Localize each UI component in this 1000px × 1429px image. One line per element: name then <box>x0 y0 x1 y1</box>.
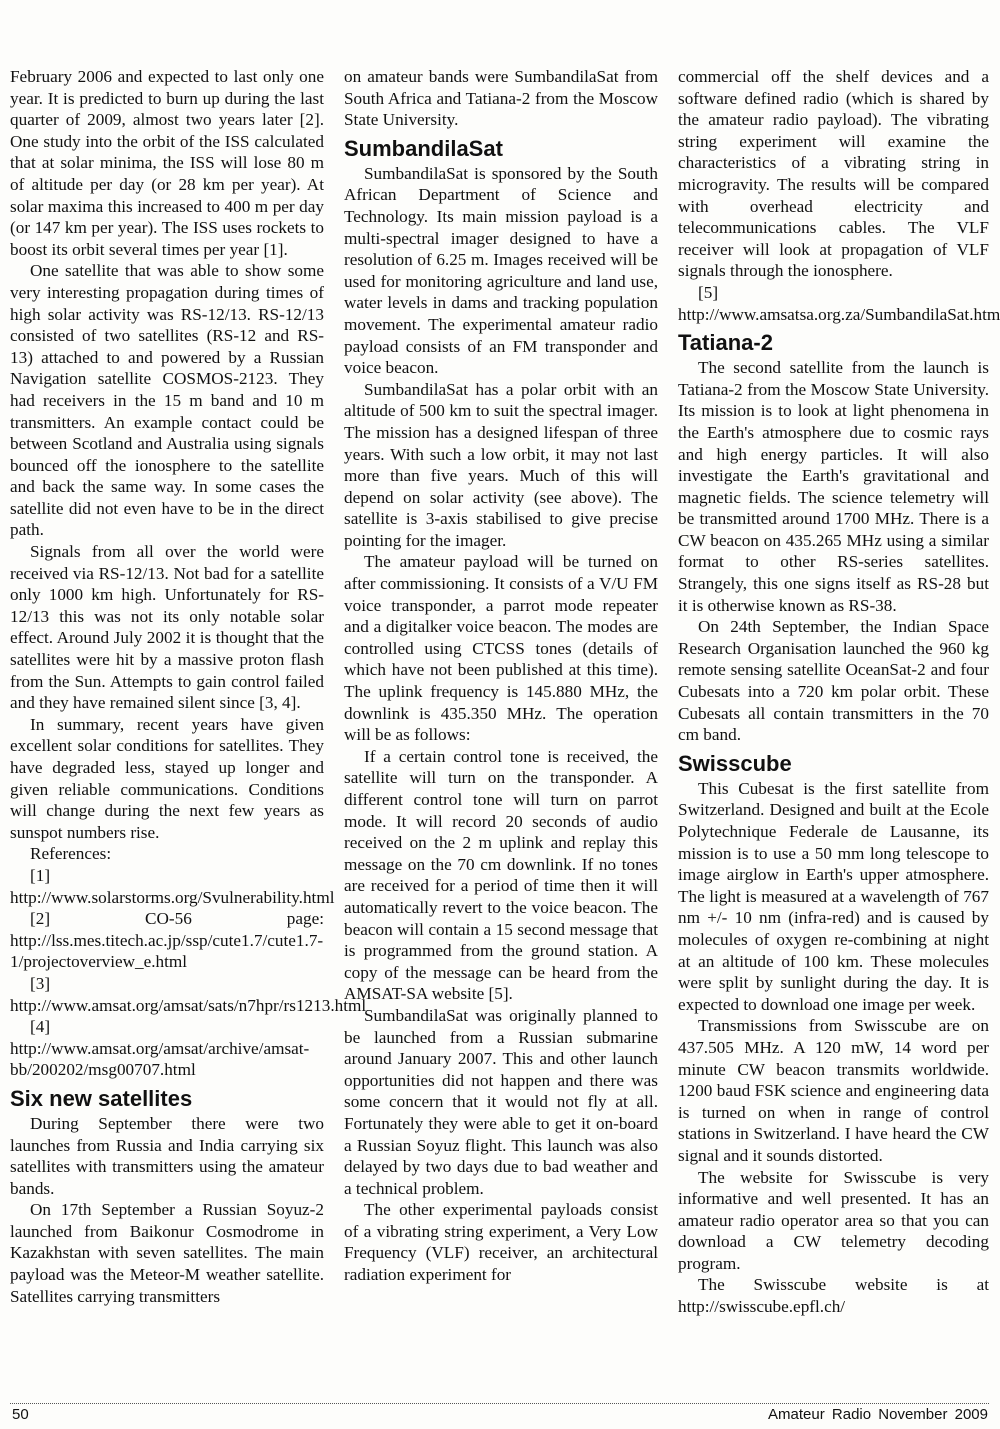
paragraph: Transmissions from Swisscube are on 437.505 MHz. A 120 mW, 14 word per minute CW beacon transmits worldwide. 1200 baud FSK science and engineering data is turned on when in range of control stations in Switzerland. I have heard the CW signal and it sounds distorted. <box>678 1016 989 1165</box>
paragraph: The Swisscube website is at http://swisscube.epfl.ch/ <box>678 1275 989 1317</box>
paragraph: SumbandilaSat is sponsored by the South African Department of Science and Technology. Its main mission payload is a multi-spectral imager designed to have a resolution of 6.25 m. Images received will be used for monitoring agriculture and land use, water levels in dams and tracking population movement. The experimental amateur radio payload consists of an FM transponder and voice beacon. <box>344 163 658 378</box>
heading-six-new-satellites: Six new satellites <box>10 1085 193 1111</box>
references-label: References: <box>30 844 112 864</box>
paragraph: SumbandilaSat has a polar orbit with an altitude of 500 km to suit the spectral imager. The mission has a designed lifespan of three years. With such a low orbit, it may not last more than five years. Much of this will depend on solar activity (see above). The satellite is 3-axis stabilised to give precise pointing for the imager. <box>344 379 658 550</box>
paragraph: This Cubesat is the first satellite from Switzerland. Designed and built at the Ecole Polytechnique Federale de Lausanne, its mission is to use a 50 mm long telescope to image airglow in Earth's upper atmosphere. The light is measured at a wavelength of 767 nm +/- 10 nm (infra-red) and is caused by molecules of oxygen re-combining at night at an altitude of 100 km. These molecules were split by sunlight during the day. It is expected to download one image per week. <box>678 778 989 1014</box>
footer-divider <box>10 1403 989 1404</box>
paragraph: On 17th September a Russian Soyuz-2 launched from Baikonur Cosmodrome in Kazakhstan with seven satellites. The main payload was the Meteor-M weather satellite. Satellites carrying transmitters <box>10 1200 324 1306</box>
reference-4: [4] http://www.amsat.org/amsat/archive/amsat-bb/200202/msg00707.html <box>10 1017 310 1080</box>
publication-line: Amateur Radio November 2009 <box>768 1406 988 1423</box>
reference-5: [5] http://www.amsatsa.org.za/SumbandilaSat.htm <box>678 282 1000 324</box>
paragraph: commercial off the shelf devices and a software defined radio (which is shared by the amateur radio payload). The vibrating string experiment will examine the characteristics of a vibrating string in microgravity. The results will be compared with overhead electricity and telecommunications cables. The VLF receiver will look at propagation of VLF signals through the ionosphere. <box>678 67 989 281</box>
reference-2: [2] CO-56 page: http://lss.mes.titech.ac.jp/ssp/cute1.7/cute1.7-1/projectoverview_e.html <box>10 909 324 972</box>
heading-tatiana-2: Tatiana-2 <box>678 330 773 356</box>
paragraph: During September there were two launches from Russia and India carrying six satellites with transmitters using the amateur bands. <box>10 1113 324 1198</box>
paragraph: The website for Swisscube is very informative and well presented. It has an amateur radio operator area so that you can download a CW telemetry decoding program. <box>678 1167 989 1273</box>
heading-swisscube: Swisscube <box>678 750 792 776</box>
paragraph: If a certain control tone is received, the satellite will turn on the transponder. A different control tone will turn on parrot mode. It will record 20 seconds of audio received on the 2 m uplink and replay this message on the 70 cm downlink. If no tones are received for a period of time then it will automatically revert to the voice beacon. The beacon will contain a 15 second message that is programmed from the ground station. A copy of the message can be heard from the AMSAT-SA website [5]. <box>344 746 658 1004</box>
column-1 <box>10 66 367 1307</box>
paragraph: In summary, recent years have given excellent solar conditions for satellites. They have degraded less, stayed up longer and given reliable communications. Conditions will change during the next few years as sunspot numbers rise. <box>10 714 324 842</box>
column-3 <box>678 66 1000 1318</box>
paragraph: The amateur payload will be turned on after commissioning. It consists of a V/U FM voice transponder, a parrot mode repeater and a digitalker voice beacon. The modes are controlled using CTCSS tones (details of which have not been published at this time). The uplink frequency is 145.880 MHz, the downlink is 435.350 MHz. The operation will be as follows: <box>344 552 658 745</box>
paragraph: on amateur bands were SumbandilaSat from South Africa and Tatiana-2 from the Moscow State University. <box>344 67 658 130</box>
paragraph: The second satellite from the launch is Tatiana-2 from the Moscow State University. Its mission is to look at light phenomena in the Earth's atmosphere due to cosmic rays and high energy particles. It will also investigate the Earth's gravitational and magnetic fields. The science telemetry will be transmitted around 1700 MHz. There is a CW beacon on 435.265 MHz using a similar format to other RS-series satellites. Strangely, this one signs itself as RS-28 but it is otherwise known as RS-38. <box>678 358 989 615</box>
paragraph: The other experimental payloads consist of a vibrating string experiment, a Very Low Frequency (VLF) receiver, an architectural radiation experiment for <box>344 1200 658 1285</box>
paragraph: Signals from all over the world were received via RS-12/13. Not bad for a satellite only 1000 km high. Unfortunately for RS-12/13 this was not its only notable solar effect. Around July 2002 it is thought that the satellites were hit by a massive proton flash from the Sun. Attempts to gain control failed and they have remained silent since [3, 4]. <box>10 542 324 713</box>
reference-1: [1] http://www.solarstorms.org/Svulnerability.html <box>10 865 335 907</box>
column-2 <box>344 66 658 1286</box>
paragraph: One satellite that was able to show some very interesting propagation during times of high solar activity was RS-12/13. RS-12/13 consisted of two satellites (RS-12 and RS-13) attached to and powered by a Russian Navigation satellite COSMOS-2123. They had receivers in the 15 m band and 10 m transmitters. An example contact could be between Scotland and Australia using signals bounced off the ionosphere to the satellite and back the same way. In some cases the satellite did not even have to be in the direct path. <box>10 261 324 540</box>
paragraph: February 2006 and expected to last only one year. It is predicted to burn up during the last quarter of 2009, almost two years later [2]. One study into the orbit of the ISS calculated that at solar minima, the ISS will lose 80 m of altitude per day (or 28 km per year). At solar maxima this increased to 400 m per day (or 147 km per year). The ISS uses rockets to boost its orbit several times per year [1]. <box>10 67 324 259</box>
heading-sumbandilasat: SumbandilaSat <box>344 135 503 161</box>
page-number: 50 <box>12 1406 29 1423</box>
paragraph: SumbandilaSat was originally planned to be launched from a Russian submarine around January 2007. This and other launch opportunities did not happen and there was some concern that it would not fly at all. Fortunately they were able to get it on-board a Russian Soyuz flight. This launch was also delayed by two days due to bad weather and a technical problem. <box>344 1005 658 1198</box>
reference-3: [3] http://www.amsat.org/amsat/sats/n7hpr/rs1213.html <box>10 973 367 1015</box>
paragraph: On 24th September, the Indian Space Research Organisation launched the 960 kg remote sensing satellite OceanSat-2 and four Cubesats into a 720 km polar orbit. These Cubesats all contain transmitters in the 70 cm band. <box>678 617 989 745</box>
